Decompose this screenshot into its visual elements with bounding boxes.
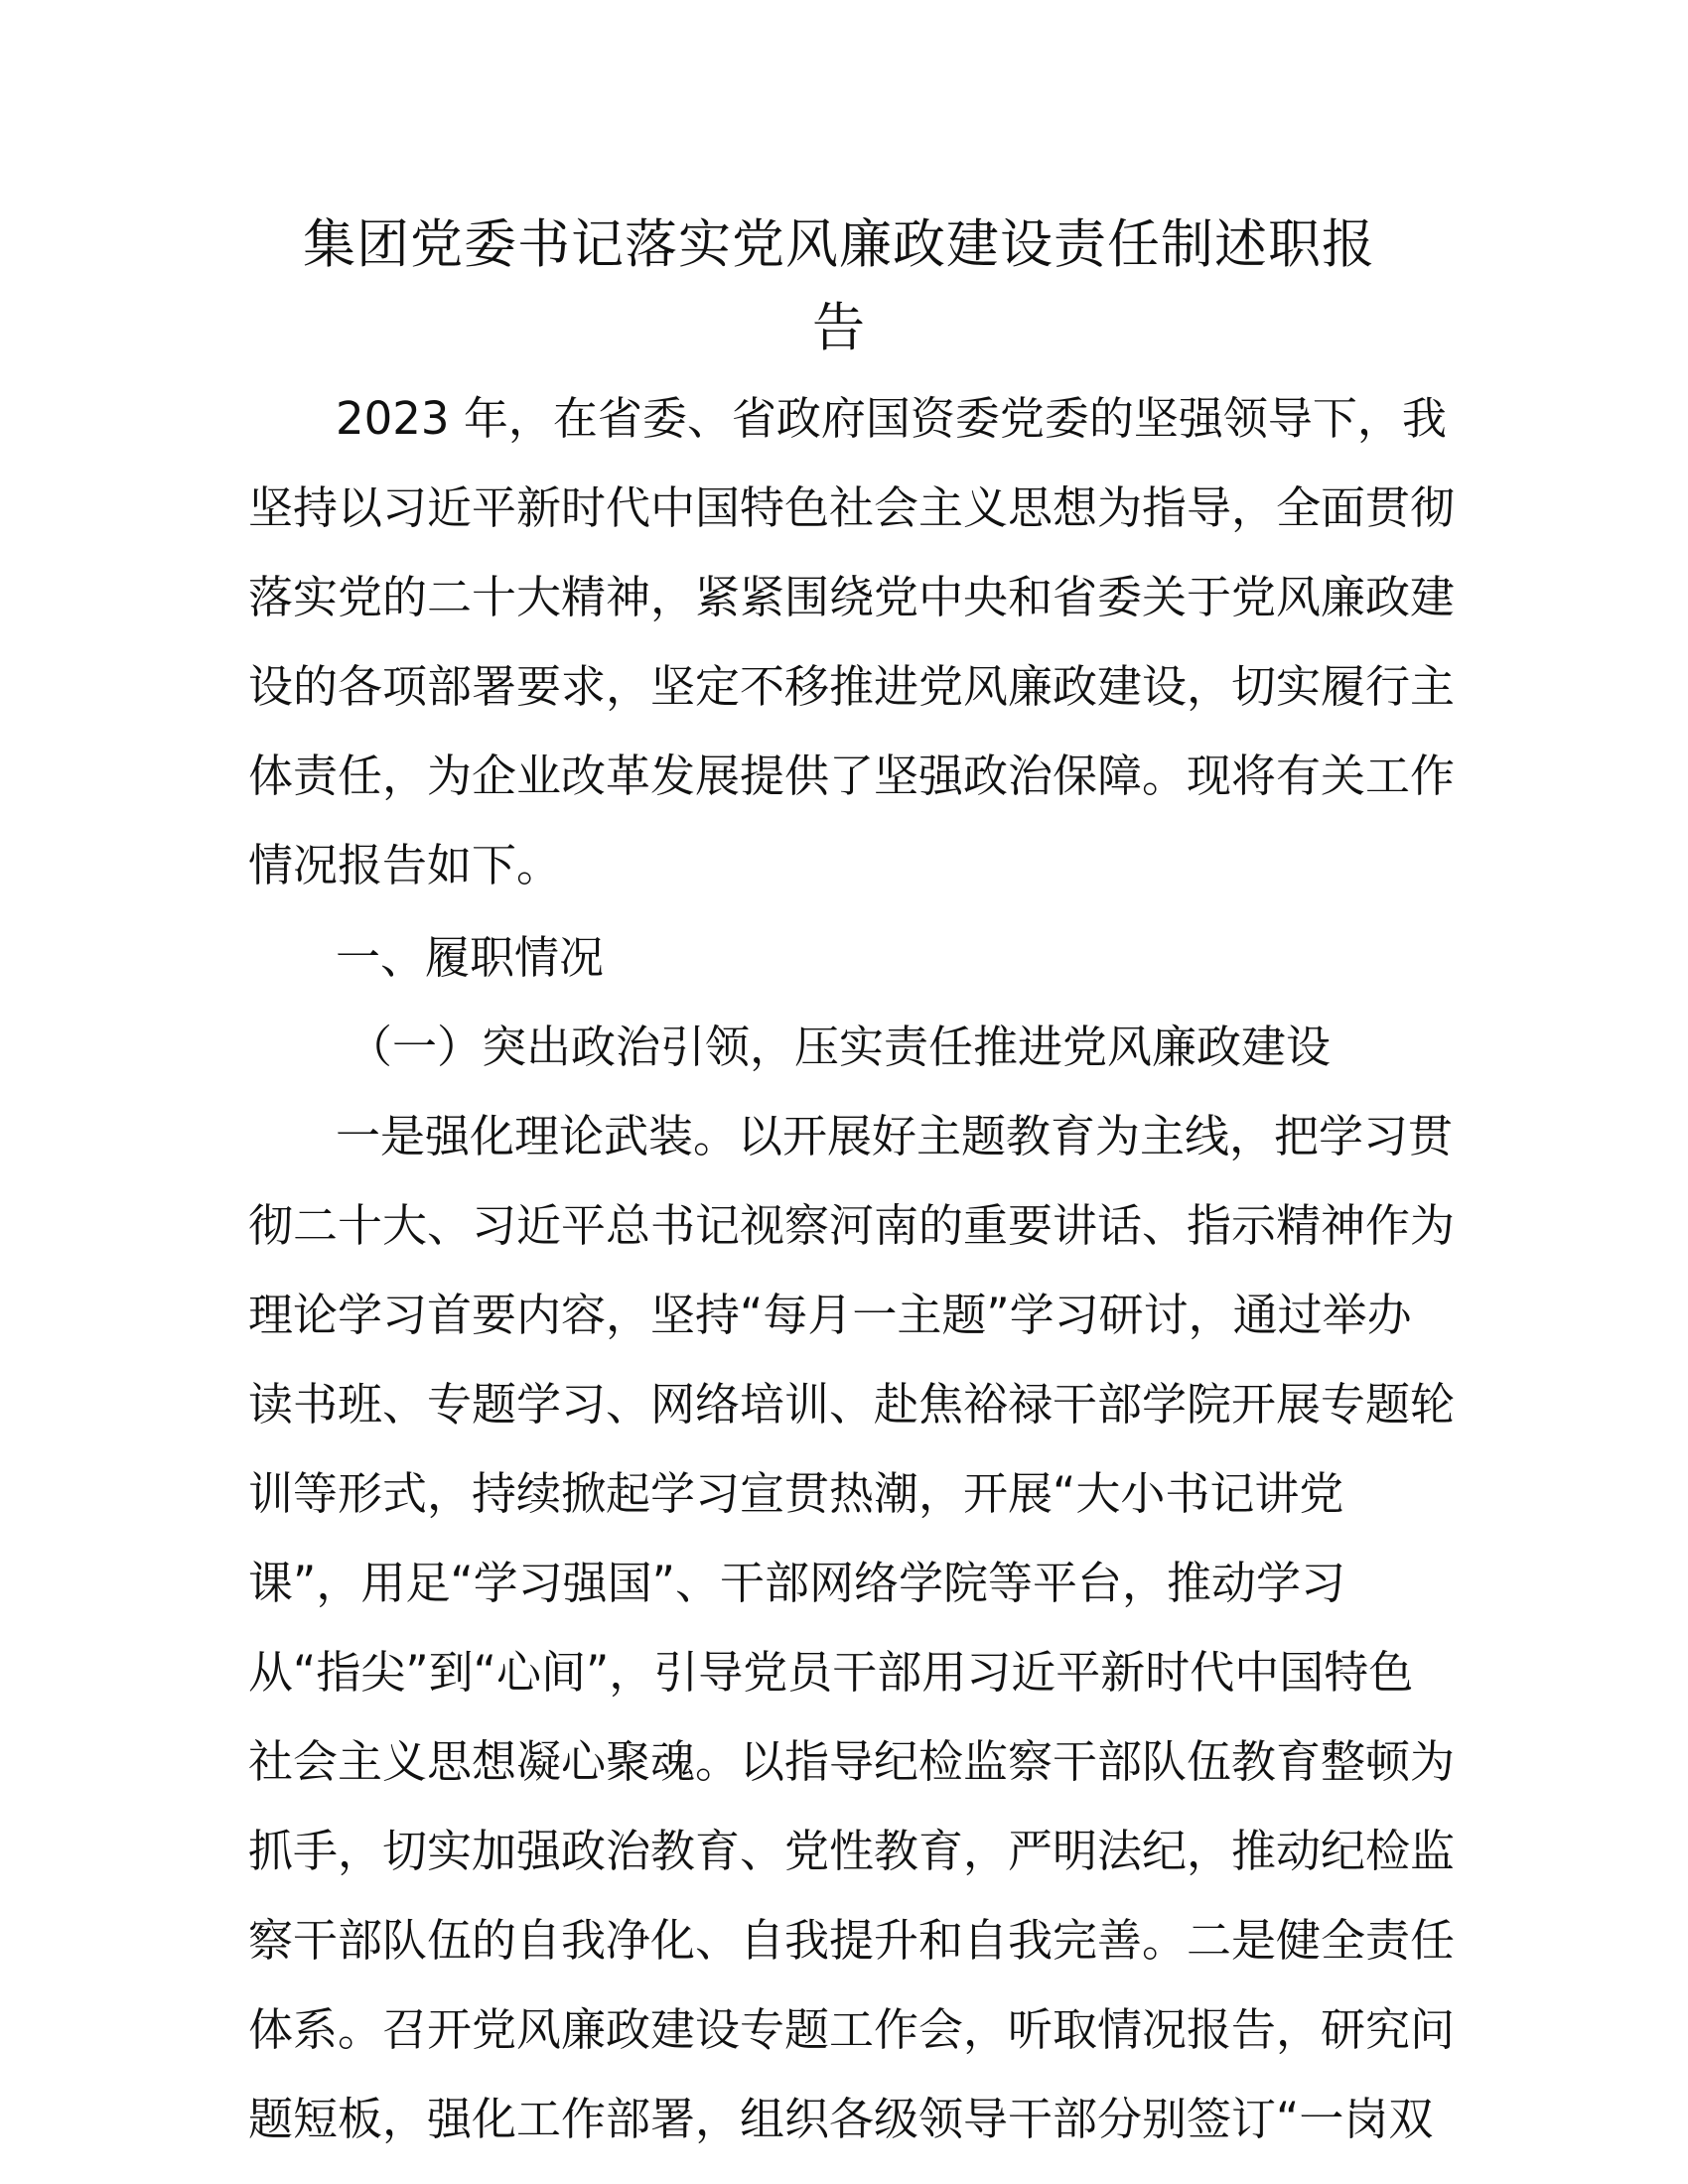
document-page: [248, 204, 1456, 2164]
body-line: 抓手，切实加强政治教育、党性教育，严明法纪，推动纪检监: [248, 1825, 1456, 1877]
intro-line: 2023 年，在省委、省政府国资委党委的坚强领导下，我: [336, 392, 1447, 445]
intro-line: 落实党的二十大精神，紧紧围绕党中央和省委关于党风廉政建: [248, 571, 1456, 623]
intro-line: 体责任，为企业改革发展提供了坚强政治保障。现将有关工作: [248, 750, 1456, 802]
body-line: 察干部队伍的自我净化、自我提升和自我完善。二是健全责任: [248, 1914, 1456, 1967]
title-line: 集团党委书记落实党风廉政建设责任制述职报: [303, 214, 1375, 275]
body-line: 题短板，强化工作部署，组织各级领导干部分别签订“一岗双: [248, 2093, 1434, 2145]
body-line: 理论学习首要内容，坚持“每月一主题”学习研讨，通过举办: [248, 1289, 1412, 1341]
body-line: 体系。召开党风廉政建设专题工作会，听取情况报告，研究问: [248, 2003, 1456, 2056]
section-heading: 一、履职情况: [336, 931, 605, 984]
subsection-heading: （一）突出政治引领，压实责任推进党风廉政建设: [348, 1021, 1332, 1073]
body-line: 课”，用足“学习强国”、干部网络学院等平台，推动学习: [248, 1557, 1345, 1609]
intro-line: 坚持以习近平新时代中国特色社会主义思想为指导，全面贯彻: [248, 481, 1456, 534]
intro-line: 设的各项部署要求，坚定不移推进党风廉政建设，切实履行主: [248, 660, 1456, 713]
intro-paragraph: [248, 374, 1456, 910]
document-title: [248, 204, 1430, 370]
body-line: 彻二十大、习近平总书记视察河南的重要讲话、指示精神作为: [248, 1199, 1456, 1252]
body-line: 社会主义思想凝心聚魂。以指导纪检监察干部队伍教育整顿为: [248, 1735, 1456, 1788]
body-line: 读书班、专题学习、网络培训、赴焦裕禄干部学院开展专题轮: [248, 1378, 1456, 1431]
body-line: 一是强化理论武装。以开展好主题教育为主线，把学习贯: [336, 1110, 1454, 1162]
title-line: 告: [812, 298, 866, 358]
intro-line: 情况报告如下。: [248, 839, 562, 891]
body-paragraph: [248, 1092, 1456, 2164]
body-line: 从“指尖”到“心间”，引导党员干部用习近平新时代中国特色: [248, 1646, 1414, 1699]
body-line: 训等形式，持续掀起学习宣贯热潮，开展“大小书记讲党: [248, 1467, 1344, 1520]
